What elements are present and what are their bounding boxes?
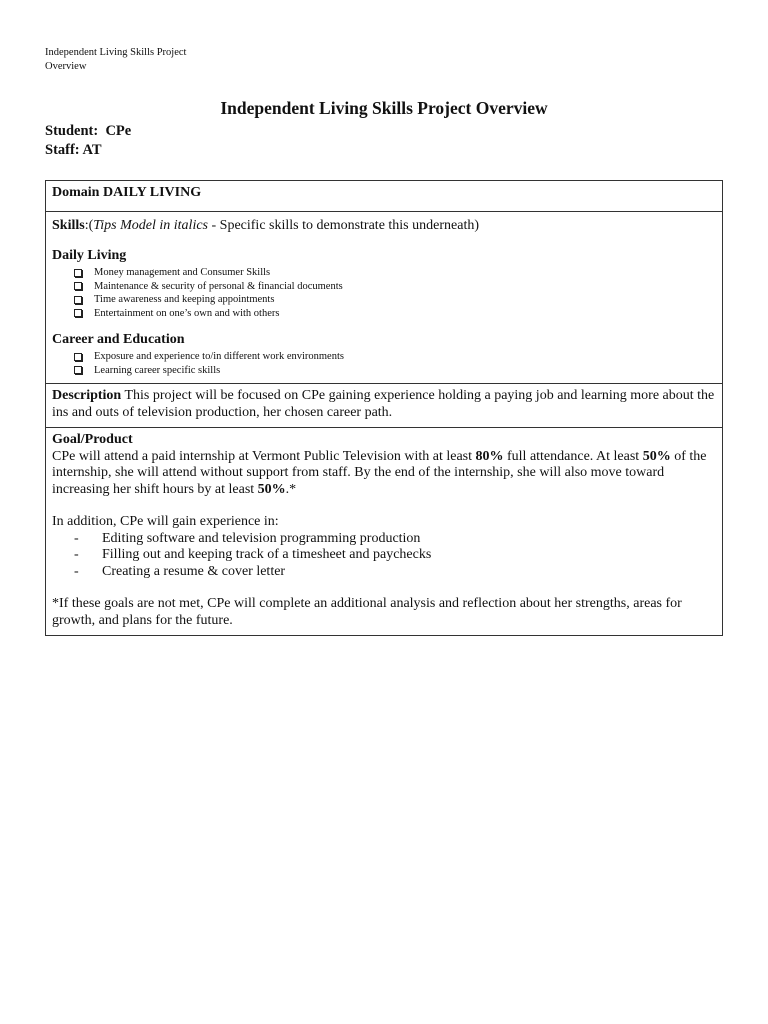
skill-item-label: Money management and Consumer Skills (94, 267, 271, 278)
goal-cell (46, 428, 723, 636)
checkbox-bullet-icon (74, 309, 82, 317)
goal-shift-increase-value: 50% (257, 481, 286, 497)
goal-text-part: CPe will attend a paid internship at Vermont Public Television with at least (52, 448, 476, 464)
goal-row (46, 428, 723, 636)
goal-attendance-value: 80% (475, 448, 504, 464)
skill-item-label: Maintenance & security of personal & financial documents (94, 280, 343, 292)
page-title: Independent Living Skills Project Overview (220, 98, 548, 118)
goal-additional-intro: In addition, CPe will gain experience in: (52, 514, 279, 529)
list-item (74, 531, 716, 548)
checkbox-bullet-icon (74, 282, 82, 290)
student-value: CPe (105, 123, 132, 139)
list-item (74, 350, 716, 364)
description-cell (46, 384, 723, 428)
description-text (52, 388, 716, 421)
skill-list-daily-living (52, 266, 716, 320)
goal-text-part: of the internship, she will attend without support from staff. By the end of the internship, she will also move toward increasing her shift hours by at least (52, 448, 707, 497)
list-item (74, 547, 716, 564)
description-body: This project will be focused on CPe gaining experience holding a paying job and learning more about the ins and outs of television production, her chosen career path. (52, 388, 715, 420)
checkbox-bullet-icon (74, 366, 82, 374)
running-header (45, 46, 245, 74)
skills-cell (46, 212, 723, 384)
running-header-line-2: Overview (45, 61, 87, 72)
list-item (74, 564, 716, 581)
skills-intro-rest: - Specific skills to demonstrate this underneath) (208, 218, 479, 233)
skill-item-label: Time awareness and keeping appointments (94, 294, 275, 305)
goal-item-label: Editing software and television programming production (102, 530, 421, 546)
skill-item-label: Exposure and experience to/in different work environments (94, 351, 344, 362)
goal-footnote: *If these goals are not met, CPe will complete an additional analysis and reflection about her strengths, areas for growth, and plans for the future. (52, 596, 682, 628)
domain-label: Domain (52, 185, 100, 200)
list-item (74, 307, 716, 321)
goal-text-part: .* (285, 481, 297, 497)
student-line (45, 123, 131, 140)
skills-intro-italic: Tips Model in italics (93, 218, 208, 233)
dash-bullet: - (74, 530, 79, 546)
domain-cell (46, 181, 723, 212)
description-label: Description (52, 388, 122, 403)
domain-value: DAILY LIVING (102, 185, 202, 200)
checkbox-bullet-icon (74, 296, 82, 304)
list-item (74, 364, 716, 378)
goal-item-label: Creating a resume & cover letter (102, 563, 286, 579)
list-item (74, 280, 716, 294)
skill-item-label: Entertainment on one’s own and with others (94, 307, 280, 319)
skill-group-title: Daily Living (52, 248, 127, 263)
skill-item-label: Learning career specific skills (94, 364, 221, 376)
dash-bullet: - (74, 563, 79, 579)
goal-unsupported-value: 50% (642, 448, 671, 464)
domain-row (46, 181, 723, 212)
skill-group-title: Career and Education (52, 332, 185, 347)
list-item (74, 293, 716, 307)
description-row (46, 384, 723, 428)
student-label: Student: (45, 123, 99, 139)
dash-bullet: - (74, 547, 79, 562)
skills-intro-open: :( (84, 218, 94, 233)
checkbox-bullet-icon (74, 353, 82, 361)
skills-intro (52, 218, 716, 234)
goal-text-part: full attendance. At least (503, 448, 643, 464)
staff-value: AT (82, 142, 102, 158)
staff-line (45, 142, 102, 159)
goal-experience-list (52, 531, 716, 581)
running-header-line-1: Independent Living Skills Project (45, 47, 187, 58)
checkbox-bullet-icon (74, 269, 82, 277)
goal-label: Goal/Product (52, 432, 133, 447)
goal-paragraph (52, 449, 716, 499)
skills-label: Skills (52, 218, 85, 233)
skill-list-career-education (52, 350, 716, 377)
list-item (74, 266, 716, 280)
goal-item-label: Filling out and keeping track of a timesheet and paychecks (102, 547, 432, 562)
project-table (45, 180, 723, 636)
staff-label: Staff: (45, 142, 80, 158)
skills-row (46, 212, 723, 384)
